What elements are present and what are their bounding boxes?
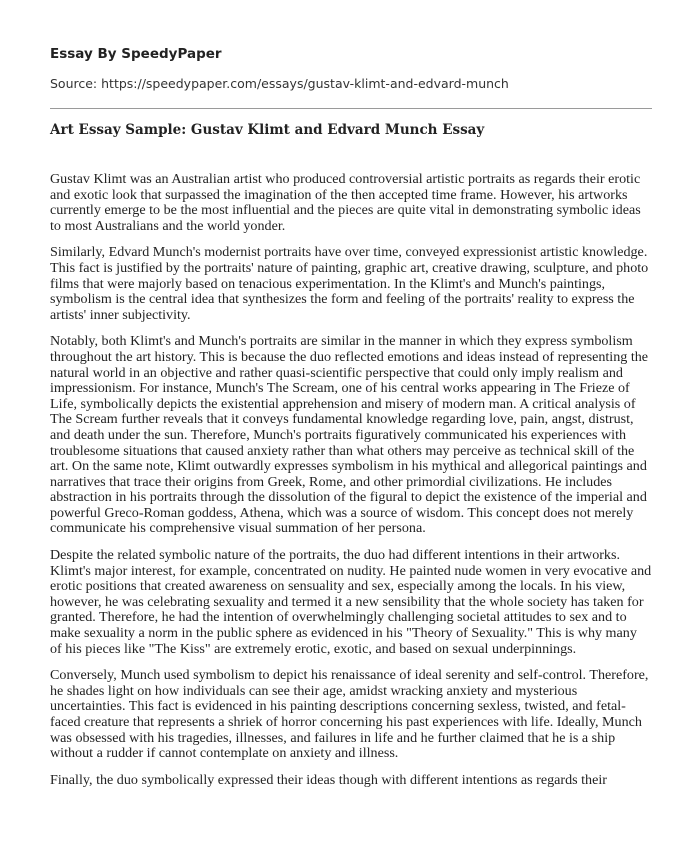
header-divider <box>50 108 652 109</box>
essay-paragraph: Notably, both Klimt's and Munch's portraits are similar in the manner in which they express symbolism throughout the art history. This is because the duo reflected emotions and ideas instead of representing the natural world in an objective and rather quasi-scientific perspective that could only imply realism and impressionism. For instance, Munch's The Scream, one of his central works appearing in The Frieze of Life, symbolically depicts the existential apprehension and misery of modern man. A critical analysis of The Scream further reveals that it conveys fundamental knowledge regarding love, pain, angst, distrust, and death under the sun. Therefore, Munch's portraits figuratively communicated his experiences with troublesome situations that caused anxiety rather than what others may perceive as technical skill of the art. On the same note, Klimt outwardly expresses symbolism in his mythical and allegorical paintings and narratives that trace their origins from Greek, Rome, and other primordial civilizations. He includes abstraction in his portraits through the dissolution of the figural to depict the existence of the imperial and powerful Greco-Roman goddess, Athena, which was a source of wisdom. This concept does not merely communicate his comprehensive visual summation of her persona. <box>50 333 649 537</box>
essay-body <box>50 172 652 799</box>
essay-paragraph: Despite the related symbolic nature of the portraits, the duo had different intentions in their artworks. Klimt's major interest, for example, concentrated on nudity. He painted nude women in very evocative and erotic positions that created awareness on sensuality and sex, especially among the locals. In his view, however, he was celebrating sexuality and termed it a new sensibility that the whole society has taken for granted. Therefore, he had the intention of overwhelmingly challenging societal attitudes to sex and to make sexuality a norm in the public sphere as evidenced in his "Theory of Sexuality." This is why many of his pieces like "The Kiss" are extremely erotic, exotic, and based on sexual underpinnings. <box>50 547 652 657</box>
essay-paragraph: Conversely, Munch used symbolism to depict his renaissance of ideal serenity and self-control. Therefore, he shades light on how individuals can see their age, amidst wracking anxiety and mysterious uncertainties. This fact is evidenced in his painting descriptions concerning sexless, twisted, and fetal-faced creature that represents a shriek of horror concerning his past experiences with life. Ideally, Munch was obsessed with his tragedies, illnesses, and failures in life and he further claimed that he is a ship without a rudder if cannot contemplate on anxiety and illness. <box>50 667 649 762</box>
essay-paragraph: Similarly, Edvard Munch's modernist portraits have over time, conveyed expressionist artistic knowledge. This fact is justified by the portraits' nature of painting, graphic art, creative drawing, sculpture, and photo films that were majorly based on tenacious experimentation. In the Klimt's and Munch's paintings, symbolism is the central idea that synthesizes the form and feeling of the portraits' reality to express the artists' inner subjectivity. <box>50 244 649 323</box>
essay-paragraph: Gustav Klimt was an Australian artist who produced controversial artistic portraits as regards their erotic and exotic look that surpassed the imagination of the then accepted time frame. However, his artworks currently emerge to be the most influential and the pieces are quite vital in demonstrating symbolic ideas to most Australians and the world yonder. <box>50 171 641 234</box>
essay-paragraph: Finally, the duo symbolically expressed their ideas though with different intentions as regards their <box>50 771 607 788</box>
brand-heading: Essay By SpeedyPaper <box>50 46 222 62</box>
source-line: Source: https://speedypaper.com/essays/gustav-klimt-and-edvard-munch <box>50 76 509 91</box>
essay-title: Art Essay Sample: Gustav Klimt and Edvard Munch Essay <box>50 122 485 138</box>
